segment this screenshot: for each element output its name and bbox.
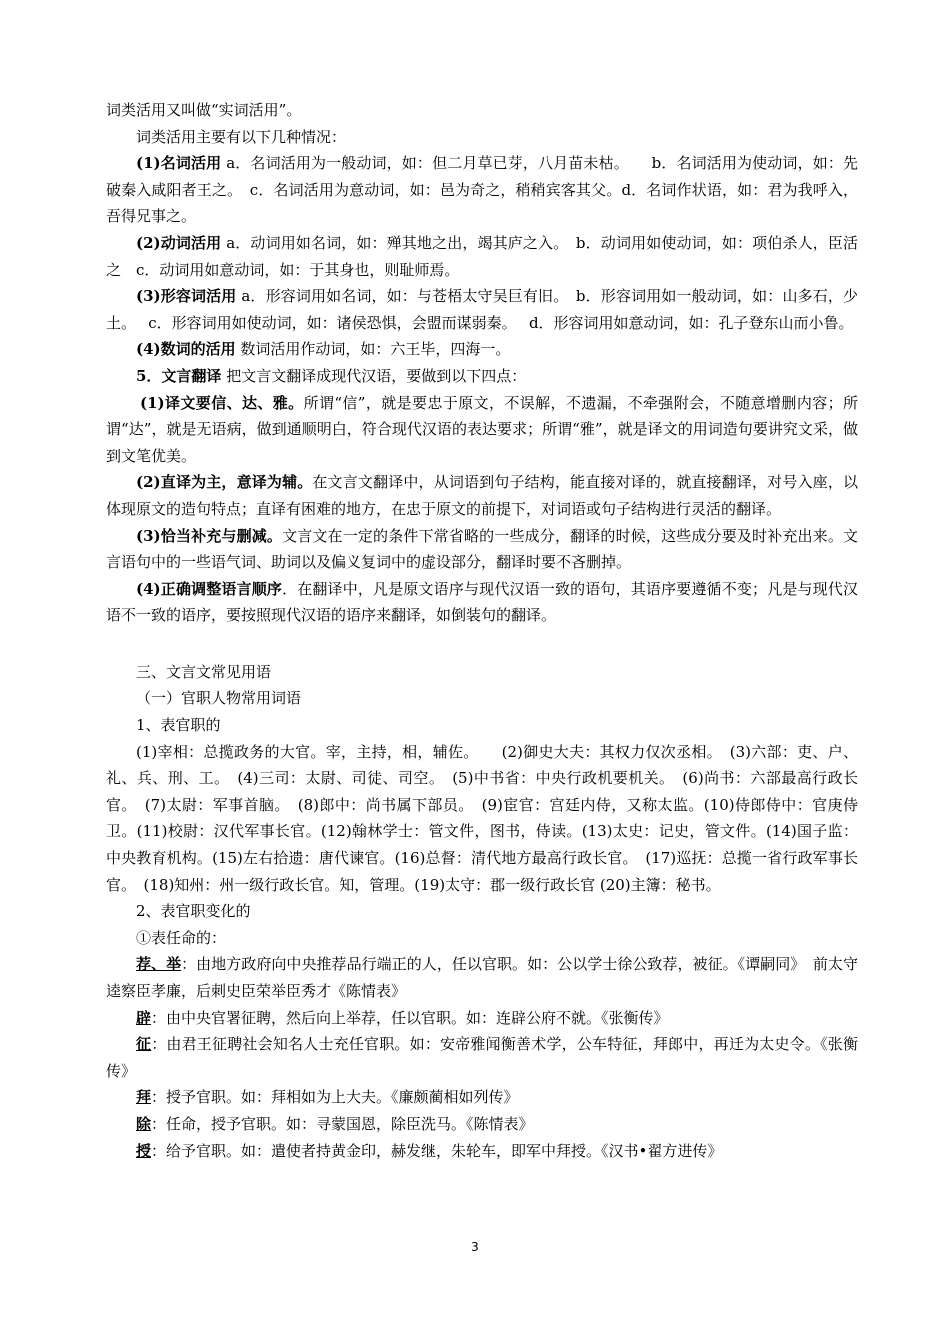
term-keyword: 辟	[136, 1008, 152, 1027]
usage-item-numeral	[106, 336, 858, 363]
usage-text: a．形容词用如名词，如：与苍梧太守吴巨有旧。 b．形容词用如一般动词，如：山多石，少土。 c．形容词用如使动词，如：诸侯恐惧，会盟而谋弱秦。 d．形容词用如意动词，如：孔子登东山而小鲁。	[106, 287, 858, 332]
usage-item-noun	[106, 150, 858, 230]
term-entry-chu	[106, 1111, 858, 1138]
usage-heading: (3)形容词活用	[136, 287, 237, 306]
section-heading: 5．文言翻译	[136, 366, 222, 385]
term-entry-bai	[106, 1084, 858, 1111]
usage-text: 数词活用作动词，如：六王毕，四海一。	[235, 340, 511, 359]
term-entry-shou	[106, 1138, 858, 1165]
section-intro: 把文言文翻译成现代汉语，要做到以下四点：	[221, 366, 527, 385]
usage-heading: (2)动词活用	[136, 233, 222, 252]
usage-heading: (1)名词活用	[136, 154, 222, 173]
term-text: ：由中央官署征聘，然后向上举荐，任以官职。如：连辟公府不就。《张衡传》	[151, 1008, 669, 1027]
point-text: 在文言文翻译中，从词语到句子结构，能直接对译的，就直接翻译，对号入座，以体现原文的造句特点；直译有困难的地方，在忠于原文的前提下，对词语或句子结构进行灵活的翻译。	[106, 473, 858, 518]
translation-point-3	[106, 523, 858, 576]
term-keyword: 拜	[136, 1088, 152, 1107]
translation-point-2	[106, 469, 858, 522]
page-number: 3	[471, 1240, 479, 1254]
heading-appointment: ①表任命的：	[136, 928, 227, 947]
point-heading: (2)直译为主，意译为辅。	[136, 473, 313, 492]
usage-item-adjective	[106, 283, 858, 336]
usage-heading: (4)数词的活用	[136, 340, 236, 359]
intro-line-2: 词类活用主要有以下几种情况：	[136, 127, 347, 146]
term-text: ：由地方政府向中央推荐品行端正的人，任以官职。如：公以学士徐公致荐，被征。《谭嗣同》 前太守逵察臣孝廉，后刺史臣荣举臣秀才《陈情表》	[106, 955, 858, 1000]
translation-point-1	[106, 390, 858, 470]
heading-official-titles: 1、表官职的	[136, 716, 221, 735]
translation-section-title	[106, 363, 858, 390]
term-text: ：授予官职。如：拜相如为上大夫。《廉颇蔺相如列传》	[151, 1088, 519, 1107]
term-keyword: 除	[136, 1114, 152, 1133]
usage-text: a．动词用如名词，如：殚其地之出，竭其庐之入。 b．动词用如使动词，如：项伯杀人，臣活之 c．动词用如意动词，如：于其身也，则耻师焉。	[106, 233, 858, 279]
usage-item-verb	[106, 230, 858, 283]
point-heading: (4)正确调整语言顺序	[136, 579, 283, 598]
term-text: ：由君王征聘社会知名人士充任官职。如：安帝雅闻衡善术学，公车特征，拜郎中，再迁为太史令。《张衡传》	[106, 1035, 858, 1080]
term-text: ：给予官职。如：遣使者持黄金印，赫发继，朱轮车，即军中拜授。《汉书•翟方进传》	[151, 1141, 723, 1160]
term-keyword: 荐、举	[136, 955, 182, 974]
point-text: ．在翻译中，凡是原文语序与现代汉语一致的语句，其语序要遵循不变；凡是与现代汉语不一致的语序，要按照现代汉语的语序来翻译，如倒装句的翻译。	[106, 579, 858, 625]
usage-text: a．名词活用为一般动词，如：但二月草已芽，八月苗未枯。 b．名词活用为使动词，如：先破秦入咸阳者王之。 c．名词活用为意动词，如：邑为奇之，稍稍宾客其父。d．名词作状语，如：君为我呼入，吾得兄事之。	[106, 154, 858, 226]
document-page	[106, 97, 858, 1164]
point-text: 所谓“信”，就是要忠于原文，不误解，不遗漏，不牵强附会，不随意增删内容；所谓“达”，就是无语病，做到通顺明白，符合现代汉语的表达要求；所谓“雅”，就是译文的用词造句要讲究文采，做到文笔优美。	[106, 393, 859, 465]
term-entry-zheng	[106, 1031, 858, 1084]
point-heading: (3)恰当补充与删减。	[136, 526, 283, 545]
section-gap	[106, 629, 858, 659]
term-keyword: 征	[136, 1035, 152, 1054]
subsection-title: （一）官职人物常用词语	[136, 689, 302, 708]
translation-point-4	[106, 576, 858, 629]
part-title: 三、文言文常见用语	[136, 662, 272, 681]
term-keyword: 授	[136, 1141, 152, 1160]
term-entry-jianju	[106, 951, 858, 1004]
point-text: 文言文在一定的条件下常省略的一些成分，翻译的时候，这些成分要及时补充出来。文言语句中的一些语气词、助词以及偏义复词中的虚设部分，翻译时要不吝删掉。	[106, 526, 858, 572]
heading-official-changes: 2、表官职变化的	[136, 902, 251, 921]
official-titles-list: (1)宰相：总揽政务的大官。宰，主持，相，辅佐。 (2)御史大夫：其权力仅次丞相。 (3)六部：吏、户、礼、兵、刑、工。 (4)三司：太尉、司徒、司空。 (5)中书省：中央行政机要机关。 (6)尚书：六部最高行政长官。 (7)太尉：军事首脑。 (8)郎中：尚书属下部员。 (9)宦官：宫廷内侍，又称太监。(10)侍郎侍中：官庚侍卫。(11)校尉：汉代军事长官。(12)翰林学士：管文件，图书，侍读。(13)太史：记史，管文件。(14)国子监：中央教育机构。(15)左右拾遗：唐代谏官。(16)总督：清代地方最高行政长官。 (17)巡抚：总揽一省行政军事长官。 (18)知州：州一级行政长官。知，管理。(19)太守：郡一级行政长官 (20)主簿：秘书。	[106, 742, 858, 894]
point-heading: (1)译文要信、达、雅。	[140, 393, 304, 412]
intro-line-1: 词类活用又叫做“实词活用”。	[106, 101, 302, 119]
term-entry-bi	[106, 1005, 858, 1032]
term-text: ：任命，授予官职。如：寻蒙国恩，除臣洗马。《陈情表》	[151, 1114, 534, 1133]
